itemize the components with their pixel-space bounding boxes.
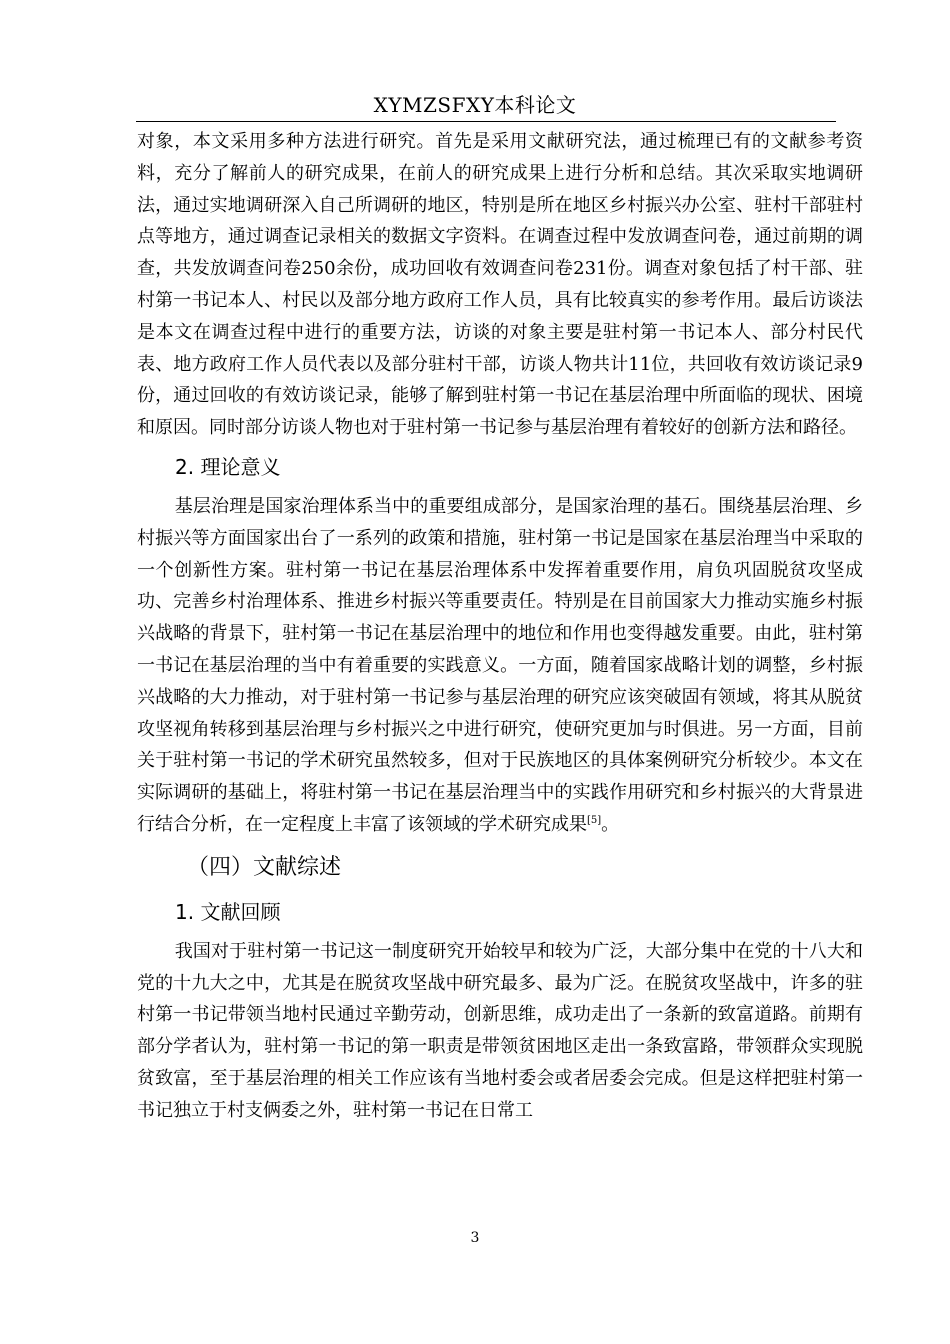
paragraph-theoretical-end: 。: [601, 813, 620, 835]
paragraph-theoretical-text: 基层治理是国家治理体系当中的重要组成部分，是国家治理的基石。围绕基层治理、乡村振兴等方面国家出台了一系列的政策和措施，驻村第一书记是国家在基层治理当中采取的一个创新性方案。驻村第一书记在基层治理体系中发挥着重要作用，肩负巩固脱贫攻坚成功、完善乡村治理体系、推进乡村振兴等重要责任。特别是在目前国家大力推动实施乡村振兴战略的背景下，驻村第一书记在基层治理中的地位和作用也变得越发重要。由此，驻村第一书记在基层治理的当中有着重要的实践意义。一方面，随着国家战略计划的调整，乡村振兴战略的大力推动，对于驻村第一书记参与基层治理的研究应该突破固有领域，将其从脱贫攻坚视角转移到基层治理与乡村振兴之中进行研究，使研究更加与时俱进。另一方面，目前关于驻村第一书记的学术研究虽然较多，但对于民族地区的具体案例研究分析较少。本文在实际调研的基础上，将驻村第一书记在基层治理当中的实践作用研究和乡村振兴的大背景进行结合分析，在一定程度上丰富了该领域的学术研究成果: [137, 495, 863, 835]
heading-literature-review-section: （四）文献综述: [187, 854, 342, 880]
header-divider: [136, 121, 836, 122]
heading-theoretical-significance: 2. 理论意义: [175, 454, 281, 479]
page-header-title: XYMZSFXY本科论文: [373, 93, 577, 117]
citation-ref: [5]: [587, 814, 602, 826]
document-body: [137, 126, 863, 1127]
page-number: 3: [470, 1230, 480, 1246]
paragraph-literature-review: 我国对于驻村第一书记这一制度研究开始较早和较为广泛，大部分集中在党的十八大和党的十九大之中，尤其是在脱贫攻坚战中研究最多、最为广泛。在脱贫攻坚战中，许多的驻村第一书记带领当地村民通过辛勤劳动，创新思维，成功走出了一条新的致富道路。前期有部分学者认为，驻村第一书记的第一职责是带领贫困地区走出一条致富路，带领群众实现脱贫致富，至于基层治理的相关工作应该有当地村委会或者居委会完成。但是这样把驻村第一书记独立于村支俩委之外，驻村第一书记在日常工: [137, 940, 863, 1121]
heading-literature-review: 1. 文献回顾: [175, 899, 281, 924]
paragraph-research-methods: 对象，本文采用多种方法进行研究。首先是采用文献研究法，通过梳理已有的文献参考资料，充分了解前人的研究成果，在前人的研究成果上进行分析和总结。其次采取实地调研法，通过实地调研深入自己所调研的地区，特别是所在地区乡村振兴办公室、驻村干部驻村点等地方，通过调查记录相关的数据文字资料。在调查过程中发放调查问卷，通过前期的调查，共发放调查问卷250余份，成功回收有效调查问卷231份。调查对象包括了村干部、驻村第一书记本人、村民以及部分地方政府工作人员，具有比较真实的参考作用。最后访谈法是本文在调查过程中进行的重要方法，访谈的对象主要是驻村第一书记本人、部分村民代表、地方政府工作人员代表以及部分驻村干部，访谈人物共计11位，共回收有效访谈记录9份，通过回收的有效访谈记录，能够了解到驻村第一书记在基层治理中所面临的现状、困境和原因。同时部分访谈人物也对于驻村第一书记参与基层治理有着较好的创新方法和路径。: [137, 131, 863, 439]
paragraph-theoretical-significance: [137, 491, 863, 841]
